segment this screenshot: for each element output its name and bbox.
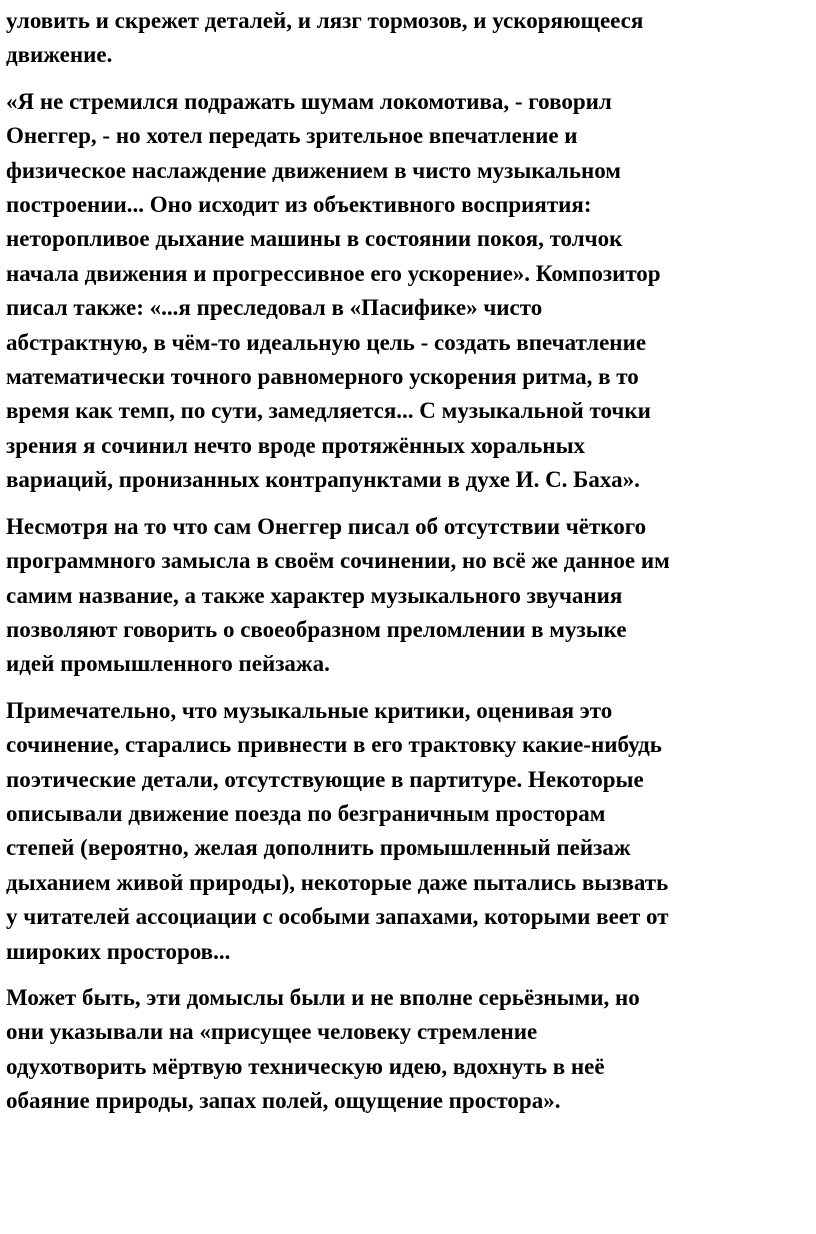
text-line: неторопливое дыхание машины в состоянии покоя, толчок <box>6 226 623 252</box>
text-line: движение. <box>6 42 113 68</box>
text-line: обаяние природы, запах полей, ощущение простора». <box>6 1088 561 1114</box>
text-line: степей (вероятно, желая дополнить промышленный пейзаж <box>6 835 631 861</box>
text-line: писал также: «...я преследовал в «Пасифике» чисто <box>6 295 543 321</box>
text-line: математически точного равномерного ускорения ритма, в то <box>6 364 639 390</box>
document-body <box>6 4 808 1119</box>
text-line: у читателей ассоциации с особыми запахами, которыми веет от <box>6 904 669 930</box>
paragraph <box>6 4 808 73</box>
text-line: физическое наслаждение движением в чисто музыкальном <box>6 157 621 183</box>
text-line: Онеггер, - но хотел передать зрительное впечатление и <box>6 123 578 149</box>
text-line: зрения я сочинил нечто вроде протяжённых хоральных <box>6 432 586 458</box>
paragraph <box>6 694 808 969</box>
text-line: вариаций, пронизанных контрапунктами в духе И. С. Баха». <box>6 467 640 493</box>
paragraph <box>6 981 808 1119</box>
text-line: позволяют говорить о своеобразном преломлении в музыке <box>6 616 627 642</box>
text-line: сочинение, старались привнести в его трактовку какие-нибудь <box>6 732 662 758</box>
text-line: они указывали на «присущее человеку стремление <box>6 1019 538 1045</box>
text-line: время как темп, по сути, замедляется... С музыкальной точки <box>6 398 651 424</box>
text-line: уловить и скрежет деталей, и лязг тормозов, и ускоряющееся <box>6 8 644 33</box>
text-line: широких просторов... <box>6 938 231 964</box>
text-line: одухотворить мёртвую техническую идею, вдохнуть в неё <box>6 1053 605 1079</box>
text-line: начала движения и прогрессивное его ускорение». Композитор <box>6 260 661 286</box>
paragraph <box>6 85 808 498</box>
text-line: Несмотря на то что сам Онеггер писал об отсутствии чёткого <box>6 513 647 539</box>
text-line: Может быть, эти домыслы были и не вполне серьёзными, но <box>6 984 640 1010</box>
paragraph <box>6 510 808 682</box>
text-line: абстрактную, в чём-то идеальную цель - создать впечатление <box>6 329 647 355</box>
text-line: Примечательно, что музыкальные критики, оценивая это <box>6 697 613 723</box>
text-line: построении... Оно исходит из объективного восприятия: <box>6 192 592 218</box>
text-line: поэтические детали, отсутствующие в партитуре. Некоторые <box>6 766 644 792</box>
text-line: дыханием живой природы), некоторые даже пытались вызвать <box>6 869 669 895</box>
text-line: «Я не стремился подражать шумам локомотива, - говорил <box>6 88 612 114</box>
text-line: идей промышленного пейзажа. <box>6 651 330 677</box>
text-line: программного замысла в своём сочинении, но всё же данное им <box>6 548 670 574</box>
text-line: самим название, а также характер музыкального звучания <box>6 582 623 608</box>
text-line: описывали движение поезда по безграничным просторам <box>6 800 606 826</box>
